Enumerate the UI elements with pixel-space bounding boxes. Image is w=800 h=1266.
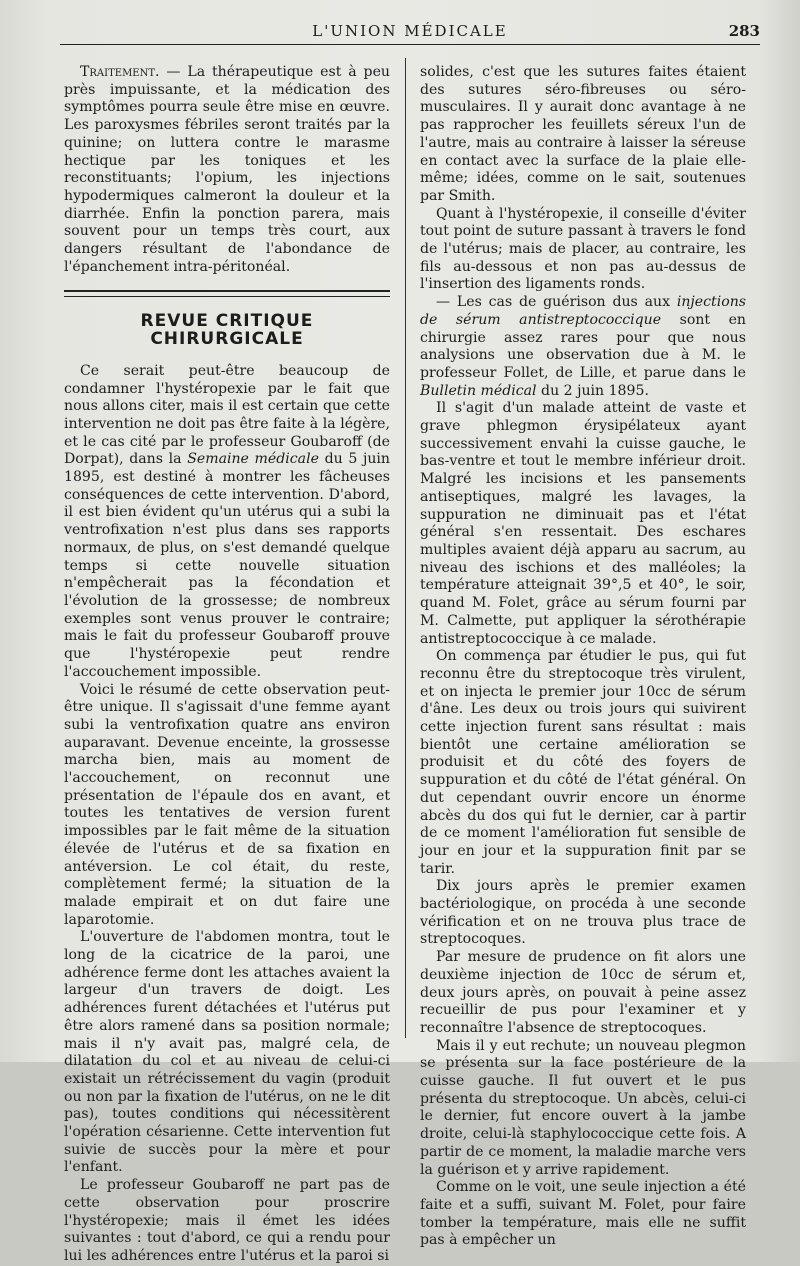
text-run: du 5 juin 1895, est destiné à montrer les fâcheuses conséquences de cette intervention. D'abord, il est bien évident qu'un utérus qui a subi la ventrofixation n'est plus dans ses rapports normaux, de plus, on s'est demandé quelque temps si cette nouvelle situation n'empêcherait pas la fécondation et l'évolution de la grossesse; de nombreux exemples sont venus prouver le contraire; mais le fait du professeur Goubaroff prouve que l'hystéropexie peut rendre l'accouchement impossible. [64,451,390,680]
body-paragraph: Quant à l'hystéropexie, il conseille d'éviter tout point de suture passant à travers le fond de l'utérus; mais de placer, au contraire, les fils au-dessous et non pas au-dessus de l'insertion des ligaments ronds. [420,205,746,293]
body-paragraph: L'ouverture de l'abdomen montra, tout le long de la cicatrice de la paroi, une adhérence ferme dont les attaches avaient la largeur d'un travers de doigt. Les adhérences furent détachées et l'utérus put être alors ramené dans sa position normale; mais il n'y avait pas, malgré cela, de dilatation du col et au niveau de celui-ci existait un rétrécissement du vagin (produit ou non par la fixation de l'utérus, on ne le dit pas), toutes conditions qui nécessitèrent l'opération césarienne. Cette intervention fut suivie de succès pour la mère et pour l'enfant. [64,929,390,1176]
body-paragraph: Mais il y eut rechute; un nouveau plegmon se présenta sur la face postérieure de la cuisse gauche. Il fut ouvert et le pus présenta du streptocoque. Un abcès, celui-ci le dernier, fut encore ouvert à la jambe droite, celui-là staphylococcique cette fois. A partir de ce moment, la maladie marche vers la guérison et y arrive rapidement. [420,1037,746,1178]
body-paragraph: Le professeur Goubaroff ne part pas de cette observation pour proscrire l'hystéropexie; mais il émet les idées suivantes : tout d'abord, ce qui a rendu pour lui les adhérences entre l'utérus et la paroi si [64,1177,390,1264]
body-paragraph: On commença par étudier le pus, qui fut reconnu être du streptocoque très virulent, et on injecta le premier jour 10cc de sérum d'âne. Les deux ou trois jours qui suivirent cette injection furent sans résultat : mais bientôt une certaine amélioration se produisit et du côté des foyers de suppuration et du côté de l'état général. On dut cependant ouvrir encore un énorme abcès du dos qui fut le dernier, car à partir de ce moment l'amélioration fut sensible de jour en jour et la suppuration finit par se tarir. [420,648,746,877]
running-title: L'UNION MÉDICALE [312,22,508,40]
body-paragraph [64,363,390,682]
body-paragraph: Dix jours après le premier examen bactériologique, on procéda à une seconde vérification et on ne trouva plus trace de streptocoques. [420,878,746,948]
journal-title: Bulletin médical [420,382,537,399]
page-number: 283 [728,22,760,40]
text-run: Ce serait peut-être beaucoup de condamner l'hystéropexie par le fait que nous allons citer, mais il est certain que cette intervention ne doit pas être faite à la légère, et le cas cité par le professeur Goubaroff (de Dorpat), dans la [64,362,390,468]
text-run: sont en chirurgie assez rares pour que nous analysions une observation due à M. le professeur Follet, de Lille, et parue dans le [420,311,747,381]
body-paragraph: solides, c'est que les sutures faites étaient des sutures séro-fibreuses ou séro-musculaires. Il y aurait donc avantage à ne pas rapprocher les feuillets séreux l'un de l'autre, mais au contraire à laisser la séreuse en contact avec la surface de la plaie elle-même; idées, comme on le sait, soutenues par Smith. [420,64,746,204]
traitement-paragraph [64,64,390,276]
right-column [420,64,746,1250]
body-paragraph: Par mesure de prudence on fit alors une deuxième injection de 10cc de sérum et, deux jours après, on pouvait à peine assez recueillir de pus pour l'examiner et y reconnaître l'absence de streptocoques. [420,949,746,1036]
column-divider [405,58,406,1038]
body-paragraph [420,294,746,400]
body-paragraph: Il s'agit d'un malade atteint de vaste et grave phlegmon érysipélateux ayant successivement envahi la cuisse gauche, le bas-ventre et tout le membre inférieur droit. Malgré les incisions et les pansements antiseptiques, malgré les lavages, la suppuration ne diminuait pas et l'état général s'en ressentait. Des eschares multiples avaient déjà apparu au sacrum, au niveau des ischions et des malléoles; la température atteignait 39°,5 et 40°, le soir, quand M. Folet, grâce au sérum fourni par M. Calmette, put appliquer la sérothérapie antistreptococcique à ce malade. [420,400,746,647]
body-paragraph: Comme on le voit, une seule injection a été faite et a suffi, suivant M. Folet, pour faire tomber la température, mais elle ne suffit pas à empêcher un [420,1179,746,1249]
emphasis-text: injections de sérum antistreptococcique [420,294,746,328]
journal-title: Semaine médicale [187,451,319,468]
section-title: REVUE CRITIQUE CHIRURGICALE [140,311,314,350]
text-run: du 2 juin 1895. [536,382,649,399]
traitement-label: Traitement. [80,64,160,80]
traitement-text: — La thérapeutique est à peu près impuissante, et la médication des symptômes pourra seule être mise en œuvre. Les paroxysmes fébriles seront traités par la quinine; on luttera contre le marasme hectique par les toniques et les reconstituants; l'opium, les injections hypodermiques calmeront la douleur et la diarrhée. Enfin la ponction parera, mais souvent pour un temps très court, aux dangers résultant de l'abondance de l'épanchement intra-péritonéal. [64,64,390,275]
section-divider [64,290,390,297]
running-head [60,22,760,45]
left-column [64,64,390,1266]
text-run: — Les cas de guérison dus aux [436,294,677,311]
body-paragraph: Voici le résumé de cette observation peut-être unique. Il s'agissait d'une femme ayant subi la ventrofixation quatre ans environ auparavant. Devenue enceinte, la grossesse marcha bien, mais au moment de l'accouchement, on reconnut une présentation de l'épaule dos en avant, et toutes les tentatives de version furent impossibles par le fait même de la situation élevée de l'utérus et de sa fixation en antéversion. Le col était, du reste, complètement fermé; la situation de la malade empirait et on dut faire une laparotomie. [64,681,390,928]
